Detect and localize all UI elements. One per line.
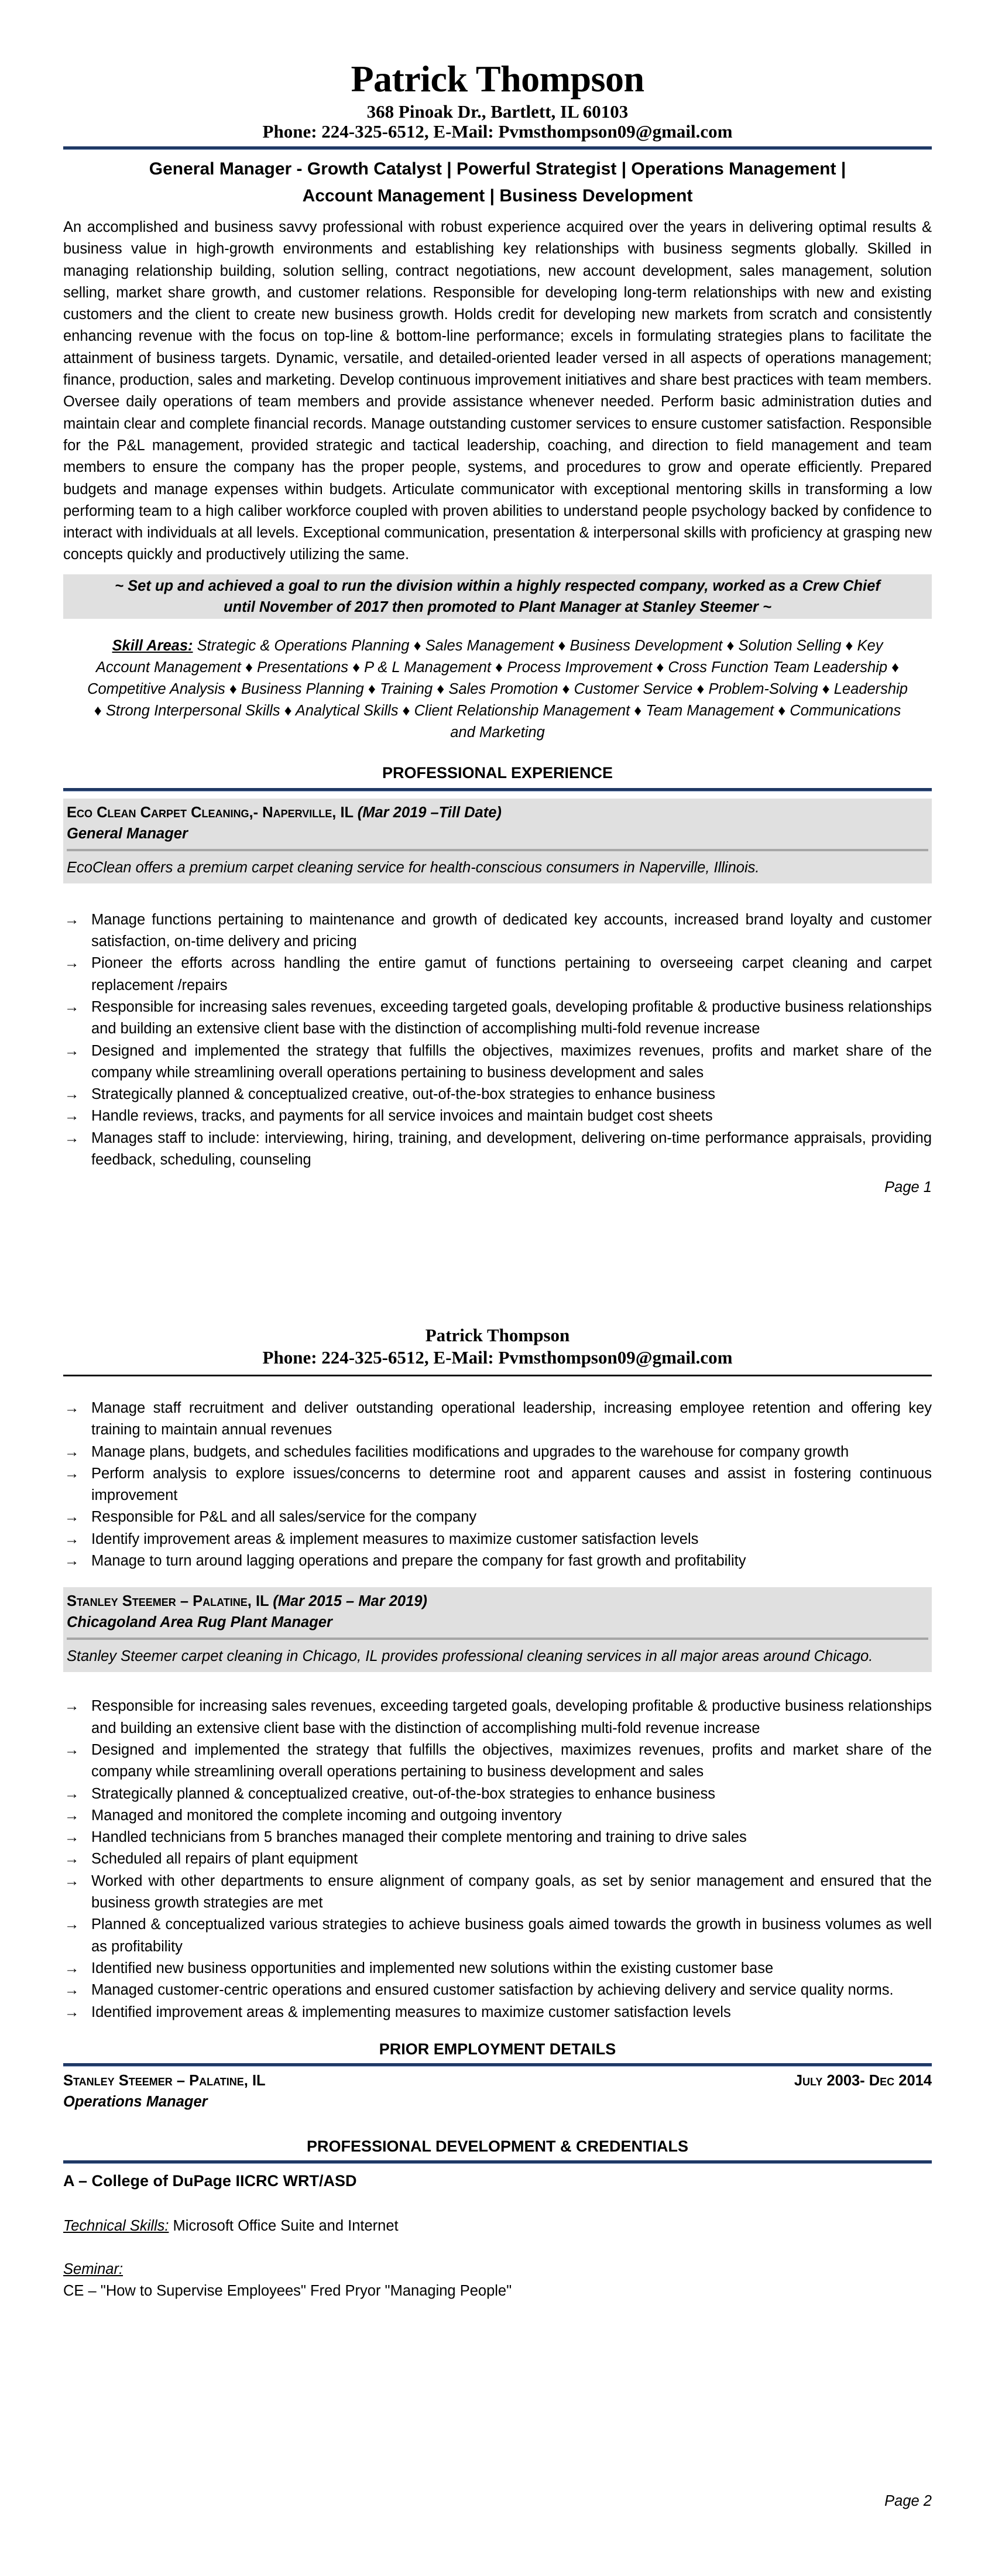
job-header-ecoclean [63,799,932,883]
prior-dates: July 2003- Dec 2014 [794,2072,932,2089]
arrow-bullet-icon: → [64,1982,80,1999]
job-bullets-continued [63,1397,932,1572]
arrow-bullet-icon: → [64,1851,80,1868]
education: A – College of DuPage IICRC WRT/ASD [63,2171,357,2190]
bullet-text: Strategically planned & conceptualized creative, out-of-the-box strategies to enhance business [91,1086,715,1103]
arrow-bullet-icon: → [64,1785,80,1802]
job-dates: (Mar 2015 – Mar 2019) [273,1593,427,1610]
bullet-item [63,1084,932,1105]
bullet-item [63,1441,932,1463]
page-2 [63,1324,932,2302]
bullet-item [63,1914,932,1958]
technical-skills-label: Technical Skills: [63,2217,169,2234]
bullet-text: Responsible for P&L and all sales/service for the company [91,1509,477,1526]
arrow-bullet-icon: → [64,1443,80,1460]
page2-header-divider [63,1375,932,1376]
company-description: Stanley Steemer carpet cleaning in Chicago, IL provides professional cleaning services in all major areas around Chicago. [67,1648,873,1665]
page-1 [63,59,932,1196]
skill-areas [63,635,932,744]
bullet-item [63,1871,932,1914]
arrow-bullet-icon: → [64,2003,80,2020]
arrow-bullet-icon: → [64,998,80,1015]
bullet-text: Worked with other departments to ensure alignment of company goals, as set by senior management and ensured that the business growth strategies are met [91,1872,932,1912]
bullet-text: Planned & conceptualized various strategies to achieve business goals aimed towards the growth in business volumes as well as profitability [91,1916,932,1955]
job-divider [67,1638,928,1640]
skill-areas-list: Strategic & Operations Planning ♦ Sales Management ♦ Business Development ♦ Solution Selling ♦ Key Account Management ♦ Presentations ♦ P & L Management ♦ Process Improvement ♦ Cross Function Team Leadership ♦ Competitive Analysis ♦ Business Planning ♦ Training ♦ Sales Promotion ♦ Customer Service ♦ Problem-Solving ♦ Leadership ♦ Strong Interpersonal Skills ♦ Analytical Skills ♦ Client Relationship Management ♦ Team Management ♦ Communications and Marketing [87,637,908,741]
arrow-bullet-icon: → [64,1829,80,1846]
bullet-item [63,1529,932,1550]
bullet-text: Responsible for increasing sales revenues, exceeding targeted goals, developing profitable & productive business relationships and building an extensive client base with the distinction of accomplishing multi-fold revenue increase [91,1698,932,1736]
arrow-bullet-icon: → [64,1129,80,1146]
bullet-text: Pioneer the efforts across handling the entire gamut of functions pertaining to overseeing carpet cleaning and carpet replacement /repairs [91,955,932,994]
bullet-text: Strategically planned & conceptualized creative, out-of-the-box strategies to enhance business [91,1785,715,1802]
bullet-text: Scheduled all repairs of plant equipment [91,1851,358,1868]
prior-role: Operations Manager [63,2093,208,2110]
bullet-text: Manage staff recruitment and deliver outstanding operational leadership, increasing employee retention and offering key training to maintain annual revenues [91,1400,932,1438]
bullet-text: Manage to turn around lagging operations and prepare the company for fast growth and profitability [91,1553,746,1570]
headline-line-2: Account Management | Business Development [302,186,693,205]
skill-areas-label: Skill Areas: [112,637,193,654]
bullet-item [63,1506,932,1528]
bullet-item [63,1105,932,1127]
bullet-item [63,1783,932,1805]
job-title: Chicagoland Area Rug Plant Manager [67,1614,332,1631]
bullet-text: Managed customer-centric operations and ensured customer satisfaction by achieving delivery and service quality norms. [91,1982,894,1999]
bullet-text: Manage functions pertaining to maintenance and growth of dedicated key accounts, increased brand loyalty and customer satisfaction, on-time delivery and pricing [91,911,932,950]
bullet-text: Handle reviews, tracks, and payments for all service invoices and maintain budget cost sheets [91,1108,713,1125]
arrow-bullet-icon: → [64,1807,80,1824]
arrow-bullet-icon: → [64,1108,80,1125]
bullet-text: Managed and monitored the complete incoming and outgoing inventory [91,1807,562,1824]
bullet-item [63,1827,932,1848]
arrow-bullet-icon: → [64,1042,80,1059]
company-name: Stanley Steemer – Palatine, IL (Mar 2015 – Mar 2019) [67,1593,427,1610]
bullet-item [63,1805,932,1827]
bullet-text: Designed and implemented the strategy that fulfills the objectives, maximizes revenues, profits and market share of the company while streamlining overall operations pertaining to business development and sales [91,1741,932,1780]
arrow-bullet-icon: → [64,955,80,972]
bullet-text: Identified new business opportunities and implemented new solutions within the existing customer base [91,1960,774,1976]
bullet-item [63,1040,932,1084]
highlight-line-1: ~ Set up and achieved a goal to run the division within a highly respected company, worked as a Crew Chief [115,577,880,594]
arrow-bullet-icon: → [64,1872,80,1889]
arrow-bullet-icon: → [64,1553,80,1570]
bullet-text: Identify improvement areas & implement measures to maximize customer satisfaction levels [91,1530,699,1547]
highlight-box [63,574,932,619]
arrow-bullet-icon: → [64,1400,80,1416]
bullet-item [63,1739,932,1783]
company-description: EcoClean offers a premium carpet cleaning service for health-conscious consumers in Naperville, Illinois. [67,859,760,876]
arrow-bullet-icon: → [64,1086,80,1103]
prior-company: Stanley Steemer – Palatine, IL [63,2072,266,2089]
arrow-bullet-icon: → [64,1530,80,1547]
bullet-item [63,953,932,996]
seminar-value: CE – "How to Supervise Employees" Fred Pryor "Managing People" [63,2282,512,2299]
headline-line-1: General Manager - Growth Catalyst | Powerful Strategist | Operations Management | [149,159,846,179]
bullet-text: Perform analysis to explore issues/concerns to determine root and apparent causes and assist in fostering continuous improvement [91,1465,932,1504]
bullet-item [63,1695,932,1739]
arrow-bullet-icon: → [64,1960,80,1976]
arrow-bullet-icon: → [64,1916,80,1933]
credentials-divider [63,2160,932,2164]
bullet-item [63,996,932,1040]
header-divider [63,146,932,150]
experience-divider [63,788,932,792]
address: 368 Pinoak Dr., Bartlett, IL 60103 [366,101,629,122]
section-title-credentials: PROFESSIONAL DEVELOPMENT & CREDENTIALS [306,2137,689,2155]
page2-contact-line: Phone: 224-325-6512, E-Mail: Pvmsthompson09@gmail.com [262,1347,733,1368]
bullet-text: Manages staff to include: interviewing, hiring, training, and development, delivering on-time performance appraisals, providing feedback, scheduling, counseling [91,1129,932,1169]
bullet-text: Responsible for increasing sales revenues, exceeding targeted goals, developing profitable & productive business relationships and building an extensive client base with the distinction of accomplishing multi-fold revenue increase [91,998,932,1037]
arrow-bullet-icon: → [64,911,80,928]
contact-line: Phone: 224-325-6512, E-Mail: Pvmsthompson09@gmail.com [262,121,733,142]
bullet-item [63,2002,932,2023]
arrow-bullet-icon: → [64,1741,80,1758]
bullet-item [63,1958,932,1979]
page-number: Page 1 [884,1179,932,1196]
highlight-line-2: until November of 2017 then promoted to Plant Manager at Stanley Steemer ~ [224,598,771,615]
candidate-name: Patrick Thompson [351,58,644,100]
technical-skills [63,2215,932,2237]
bullet-text: Designed and implemented the strategy that fulfills the objectives, maximizes revenues, profits and market share of the company while streamlining overall operations pertaining to business development and sales [91,1042,932,1081]
seminar-label: Seminar: [63,2260,123,2277]
technical-skills-value: Microsoft Office Suite and Internet [169,2217,399,2234]
section-title-experience: PROFESSIONAL EXPERIENCE [382,763,613,782]
arrow-bullet-icon: → [64,1509,80,1526]
arrow-bullet-icon: → [64,1465,80,1482]
page-number: Page 2 [884,2493,932,2509]
job-bullets [63,1695,932,2023]
bullet-item [63,1397,932,1441]
company-name: Eco Clean Carpet Cleaning,- Naperville, IL (Mar 2019 –Till Date) [67,804,502,821]
job-header-stanley-steemer [63,1587,932,1672]
job-title: General Manager [67,825,188,842]
bullet-item [63,1848,932,1870]
job-bullets [63,909,932,1171]
job-dates: (Mar 2019 –Till Date) [357,804,502,821]
bullet-item [63,1979,932,2001]
bullet-item [63,1463,932,1507]
bullet-text: Handled technicians from 5 branches managed their complete mentoring and training to drive sales [91,1829,747,1846]
page2-candidate-name: Patrick Thompson [425,1325,570,1345]
bullet-item [63,1128,932,1171]
bullet-text: Manage plans, budgets, and schedules facilities modifications and upgrades to the warehouse for company growth [91,1443,849,1460]
arrow-bullet-icon: → [64,1698,80,1715]
bullet-text: Identified improvement areas & implementing measures to maximize customer satisfaction levels [91,2003,731,2020]
prior-job-row [63,2070,932,2091]
job-divider [67,849,928,851]
prior-divider [63,2063,932,2067]
bullet-item [63,1550,932,1572]
bullet-item [63,909,932,953]
seminar [63,2259,932,2302]
professional-summary: An accomplished and business savvy professional with robust experience acquired over the years in delivering optimal results & business value in high-growth environments and establishing key relationships with business segments globally. Skilled in managing relationship building, solution selling, contract negotiations, new account development, sales management, solution selling, market share growth, and customer relations. Responsible for developing long-term relationships with new and existing customers and the client to create new business growth. Holds credit for developing new markets from scratch and consistently enhancing revenue with the focus on top-line & bottom-line performance; excels in formulating strategies plans to facilitate the attainment of business targets. Dynamic, versatile, and detailed-oriented leader versed in all aspects of operations management; finance, production, sales and marketing. Develop continuous improvement initiatives and share best practices with team members. Oversee daily operations of team members and provide assistance whenever needed. Perform basic administration duties and maintain clear and complete financial records. Manage outstanding customer services to ensure customer satisfaction. Responsible for the P&L management, provided strategic and tactical leadership, coaching, and direction to field management and team members to ensure the company has the proper people, systems, and procedures to grow and operate efficiently. Prepared budgets and manage expenses within budgets. Articulate communicator with exceptional mentoring skills in transforming a low performing team to a high caliber workforce coupled with proven abilities to understand people psychology backed by confidence to interact with individuals at all levels. Exceptional communication, presentation & interpersonal skills with proficiency at grasping new concepts quickly and productively utilizing the same. [63,219,932,563]
section-title-prior-employment: PRIOR EMPLOYMENT DETAILS [379,2040,616,2058]
